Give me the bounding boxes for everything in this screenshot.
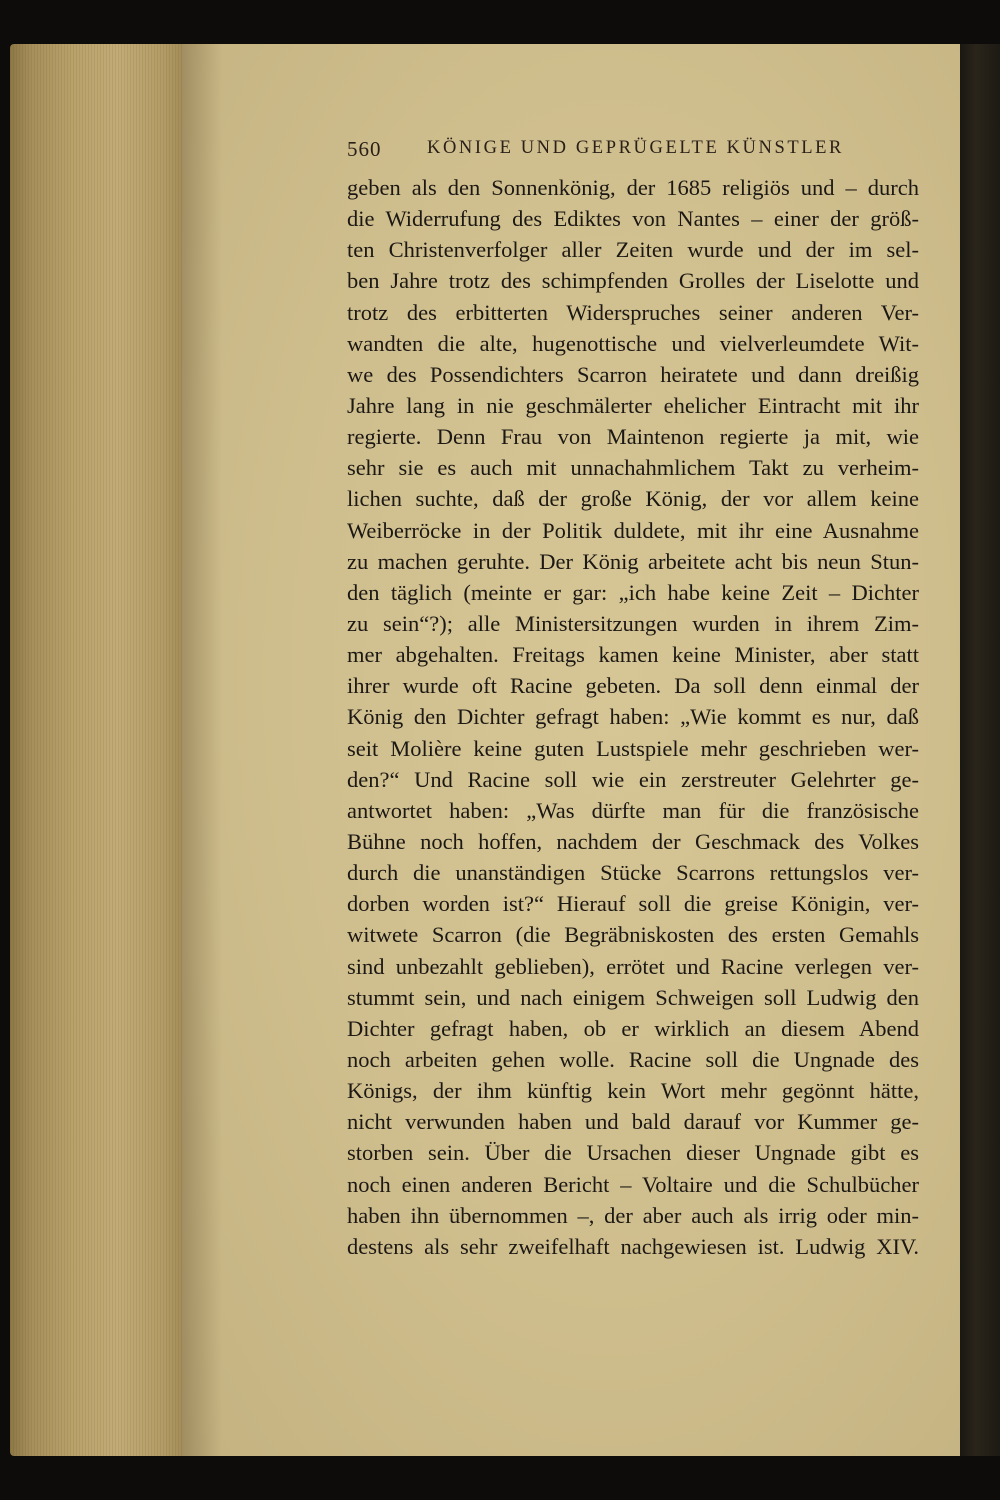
text-line: den?“ Und Racine soll wie ein zerstreuter Gelehrter ge- — [347, 766, 919, 792]
text-line: destens als sehr zweifelhaft nachgewiesen ist. Ludwig XIV. — [347, 1233, 919, 1259]
text-line: sind unbezahlt geblieben), errötet und Racine verlegen ver- — [347, 953, 919, 979]
facing-page-edge — [960, 44, 1000, 1456]
text-line: geben als den Sonnenkönig, der 1685 religiös und – durch — [347, 175, 919, 200]
page-header — [347, 137, 907, 167]
text-line: durch die unanständigen Stücke Scarrons rettungslos ver- — [347, 860, 919, 886]
text-line: den täglich (meinte er gar: „ich habe keine Zeit – Dichter — [347, 579, 919, 605]
text-line: trotz des erbitterten Widerspruches seiner anderen Ver- — [347, 299, 919, 325]
text-line: seit Molière keine guten Lustspiele mehr geschrieben wer- — [347, 735, 919, 761]
text-line: lichen suchte, daß der große König, der vor allem keine — [347, 486, 919, 512]
text-line: König den Dichter gefragt haben: „Wie kommt es nur, daß — [347, 704, 919, 730]
text-line: nicht verwunden haben und bald darauf vor Kummer ge- — [347, 1109, 919, 1135]
text-line: regierte. Denn Frau von Maintenon regierte ja mit, wie — [347, 424, 919, 450]
text-line: dorben worden ist?“ Hierauf soll die greise Königin, ver- — [347, 891, 919, 917]
text-line: antwortet haben: „Was dürfte man für die französische — [347, 797, 919, 823]
running-head: KÖNIGE UND GEPRÜGELTE KÜNSTLER — [427, 138, 844, 158]
text-line: Bühne noch hoffen, nachdem der Geschmack des Volkes — [347, 828, 919, 854]
text-line: zu machen geruhte. Der König arbeitete acht bis neun Stun- — [347, 548, 919, 574]
text-line: sehr sie es auch mit unnachahmlichem Takt zu verheim- — [347, 455, 919, 481]
text-line: wandten die alte, hugenottische und vielverleumdete Wit- — [347, 330, 919, 356]
text-line: storben sein. Über die Ursachen dieser Ungnade gibt es — [347, 1140, 919, 1166]
text-line: ihrer wurde oft Racine gebeten. Da soll denn einmal der — [347, 673, 919, 699]
text-line: noch arbeiten gehen wolle. Racine soll die Ungnade des — [347, 1046, 919, 1072]
text-line: Jahre lang in nie geschmälerter ehelicher Eintracht mit ihr — [347, 392, 919, 418]
text-line: ten Christenverfolger aller Zeiten wurde und der im sel- — [347, 237, 919, 263]
text-line: witwete Scarron (die Begräbniskosten des ersten Gemahls — [347, 922, 919, 948]
body-text — [347, 172, 919, 1262]
text-line: mer abgehalten. Freitags kamen keine Minister, aber statt — [347, 642, 919, 668]
text-line: we des Possendichters Scarron heiratete und dann dreißig — [347, 361, 919, 387]
gutter-shadow — [182, 44, 222, 1456]
text-line: haben ihn übernommen –, der aber auch als irrig oder min- — [347, 1202, 919, 1228]
text-line: die Widerrufung des Ediktes von Nantes – einer der größ- — [347, 206, 919, 232]
text-line: Weiberröcke in der Politik duldete, mit ihr eine Ausnahme — [347, 517, 919, 543]
text-line: noch einen anderen Bericht – Voltaire und die Schulbücher — [347, 1171, 919, 1197]
book-page-edges — [10, 44, 190, 1456]
text-line: zu sein“?); alle Ministersitzungen wurden in ihrem Zim- — [347, 610, 919, 636]
page-number: 560 — [347, 137, 382, 161]
text-line: Königs, der ihm künftig kein Wort mehr gegönnt hätte, — [347, 1078, 919, 1104]
text-line: stummt sein, und nach einigem Schweigen soll Ludwig den — [347, 984, 919, 1010]
text-line: Dichter gefragt haben, ob er wirklich an diesem Abend — [347, 1015, 919, 1041]
text-line: ben Jahre trotz des schimpfenden Grolles der Liselotte und — [347, 268, 919, 294]
